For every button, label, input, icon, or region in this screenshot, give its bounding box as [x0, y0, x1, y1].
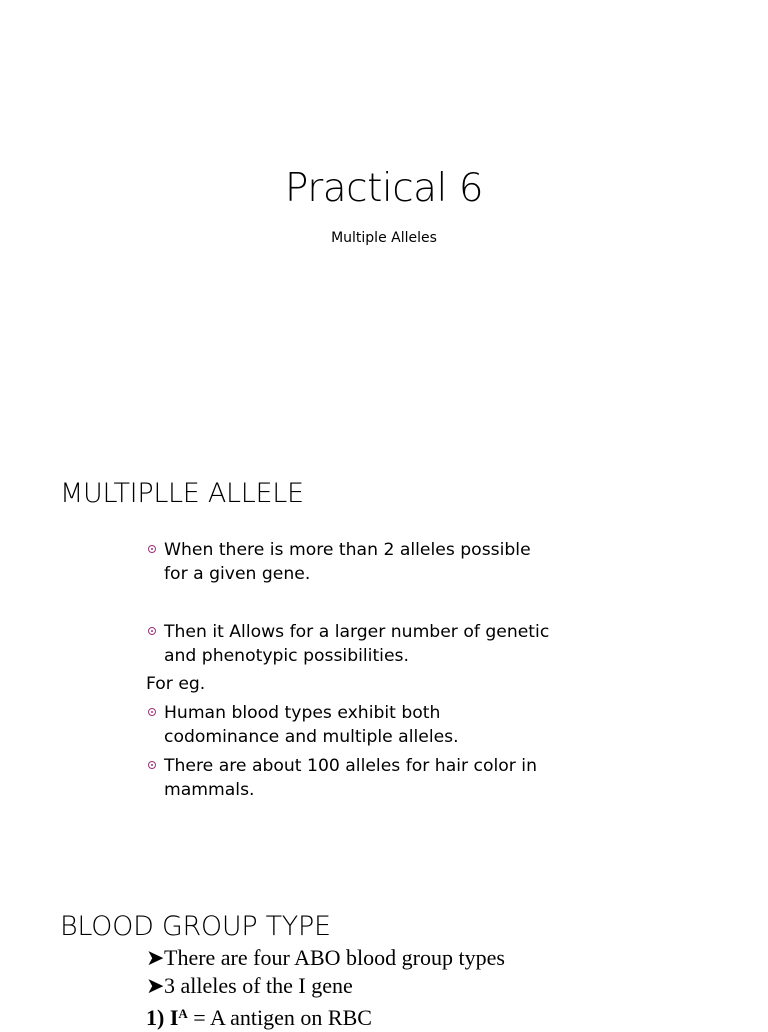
list-item — [146, 1000, 505, 1032]
list-item — [146, 754, 616, 802]
bullet-list — [146, 538, 616, 802]
list-item — [146, 944, 505, 972]
list-item — [146, 972, 505, 1000]
section-heading-multiple-allele: MULTIPLLE ALLELE — [60, 478, 304, 509]
list-item-text: mammals. — [164, 780, 255, 800]
list-item-text: Then it Allows for a larger number of genetic — [164, 622, 550, 642]
allele-label: 1) I — [146, 1005, 179, 1030]
page-subtitle: Multiple Alleles — [331, 230, 437, 246]
list-item-text: When there is more than 2 alleles possible — [164, 540, 531, 560]
bullet-icon — [148, 545, 156, 553]
list-item-text: There are four ABO blood group types — [164, 945, 505, 970]
list-item-plain: For eg. — [146, 674, 206, 694]
list-item-text: codominance and multiple alleles. — [164, 727, 459, 747]
list-item-text: 3 alleles of the I gene — [164, 973, 353, 998]
page-title: Practical 6 — [284, 166, 484, 211]
arrow-bullet-icon: ➤ — [146, 945, 165, 970]
bullet-icon — [148, 708, 156, 716]
bullet-icon — [148, 627, 156, 635]
blood-group-list — [146, 944, 505, 1032]
section-heading-blood-group: BLOOD GROUP TYPE — [60, 911, 331, 942]
list-item-text: and phenotypic possibilities. — [164, 646, 409, 666]
arrow-bullet-icon: ➤ — [146, 973, 165, 998]
list-item — [146, 620, 616, 668]
allele-superscript: A — [178, 1006, 188, 1021]
list-item-text: Human blood types exhibit both — [164, 703, 441, 723]
list-item-text: There are about 100 alleles for hair color in — [164, 756, 537, 776]
list-item — [146, 701, 616, 749]
list-item-text: for a given gene. — [164, 564, 311, 584]
bullet-icon — [148, 761, 156, 769]
list-item — [146, 538, 616, 586]
list-item-text: = A antigen on RBC — [187, 1005, 372, 1030]
